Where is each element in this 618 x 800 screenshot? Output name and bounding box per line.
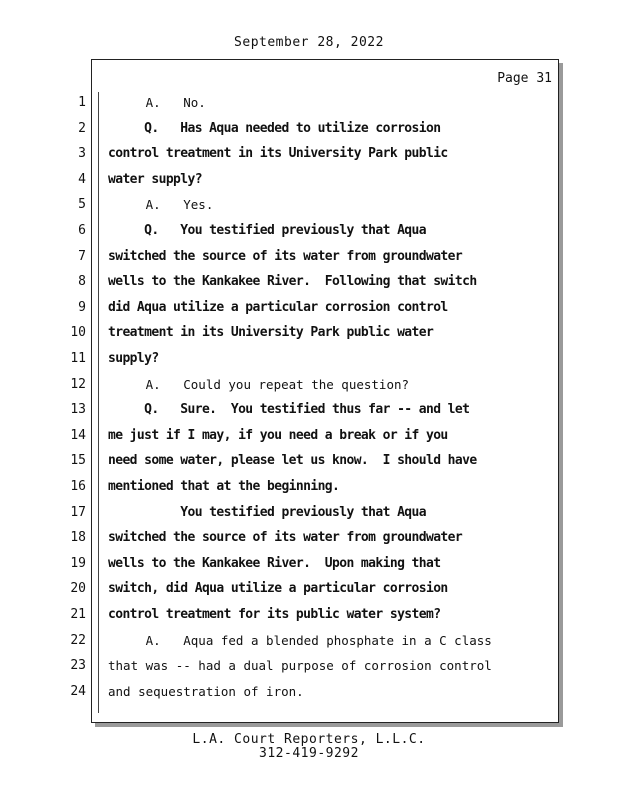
transcript-line: You testified previously that Aqua [108,505,426,520]
transcript-line: supply? [108,351,159,366]
line-number: 2 [78,121,86,136]
transcript-line: wells to the Kankakee River. Following that switch [108,274,477,289]
transcript-line: and sequestration of iron. [108,684,304,699]
line-number: 20 [70,581,86,596]
line-number: 24 [70,684,86,699]
footer [0,733,618,761]
transcript-line: A. Could you repeat the question? [108,377,410,392]
line-number: 21 [70,607,86,622]
header-date: September 28, 2022 [234,35,384,50]
transcript-line: A. Yes. [108,197,214,212]
line-number: 1 [78,95,86,110]
line-number: 13 [70,402,86,417]
transcript-line: Q. Has Aqua needed to utilize corrosion [108,121,441,136]
line-number: 14 [70,428,86,443]
line-number: 4 [78,172,86,187]
transcript-line: water supply? [108,172,202,187]
line-number: 18 [70,530,86,545]
line-number: 8 [78,274,86,289]
transcript-line: Q. Sure. You testified thus far -- and let [108,402,470,417]
transcript-line: switched the source of its water from groundwater [108,249,463,264]
line-number: 11 [70,351,86,366]
transcript-line: A. No. [108,95,206,110]
transcript-line: A. Aqua fed a blended phosphate in a C class [108,633,492,648]
margin-rule [98,92,99,713]
footer-phone: 312-419-9292 [259,746,359,761]
line-number: 9 [78,300,86,315]
line-number: 23 [70,658,86,673]
line-number: 3 [78,146,86,161]
footer-company: L.A. Court Reporters, L.L.C. [192,732,426,747]
page-number: Page 31 [497,71,552,86]
line-number: 19 [70,556,86,571]
transcript-line: switch, did Aqua utilize a particular corrosion [108,581,448,596]
transcript-line: me just if I may, if you need a break or if you [108,428,448,443]
transcript-line: treatment in its University Park public water [108,325,434,340]
line-number: 17 [70,505,86,520]
transcript-line: control treatment for its public water system? [108,607,441,622]
line-number: 6 [78,223,86,238]
line-number: 16 [70,479,86,494]
line-number: 10 [70,325,86,340]
line-number: 12 [70,377,86,392]
transcript-line: need some water, please let us know. I should have [108,453,477,468]
transcript-line: control treatment in its University Park public [108,146,448,161]
line-number: 5 [78,197,86,212]
line-number: 22 [70,633,86,648]
transcript-line: wells to the Kankakee River. Upon making that [108,556,441,571]
line-number: 15 [70,453,86,468]
transcript-line: mentioned that at the beginning. [108,479,340,494]
transcript-line: switched the source of its water from groundwater [108,530,463,545]
transcript-line: Q. You testified previously that Aqua [108,223,426,238]
line-number: 7 [78,249,86,264]
transcript-line: did Aqua utilize a particular corrosion control [108,300,448,315]
transcript-line: that was -- had a dual purpose of corrosion control [108,658,492,673]
